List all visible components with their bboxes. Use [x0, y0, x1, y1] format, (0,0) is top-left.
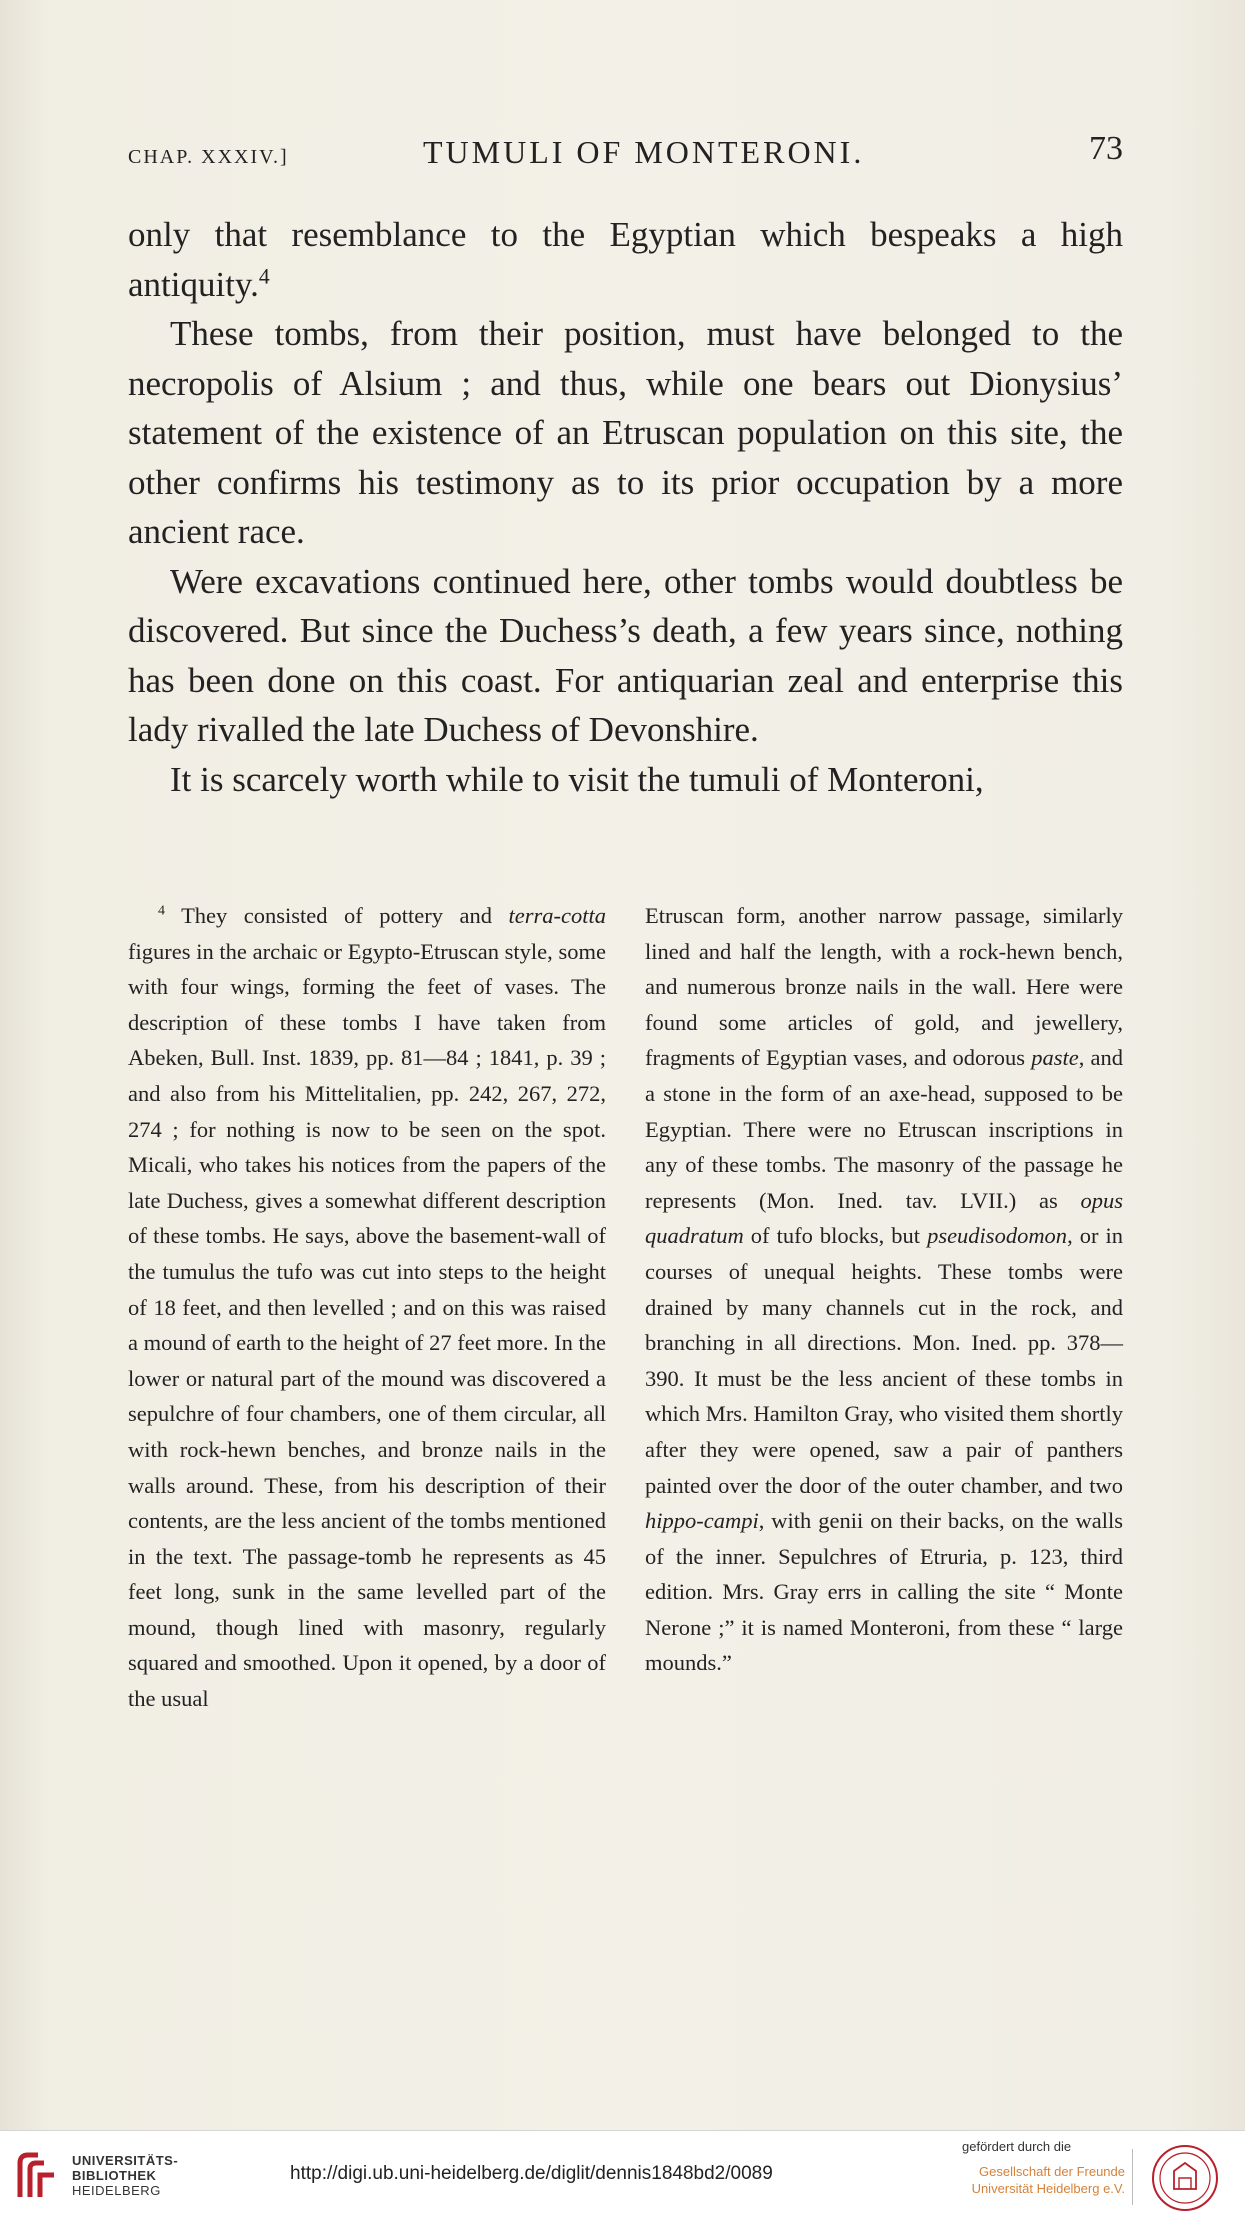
paragraph-2: These tombs, from their position, must have belonged to the necropolis of Alsium ; and thus, while one bears out Dionysius’ statement of the existence of an Etruscan population on this site, the other confirms his testimony as to its prior occupation by a more ancient race.	[128, 314, 1123, 551]
running-header	[128, 130, 1123, 180]
footnote-marker: 4	[158, 903, 165, 919]
university-seal-icon	[1146, 2143, 1224, 2213]
digitization-footer	[0, 2130, 1245, 2221]
footnote-reference: 4	[258, 263, 270, 288]
page-title: TUMULI OF MONTERONI.	[423, 134, 865, 170]
footer-divider	[1132, 2149, 1133, 2205]
footnote-column-right	[645, 898, 1123, 1681]
paragraph-3: Were excavations continued here, other tombs would doubtless be discovered. But since the Duchess’s death, a few years since, nothing has been done on this coast. For antiquarian zeal and enterprise this lady rivalled the late Duchess of Devonshire.	[128, 561, 1123, 749]
library-logo-icon	[14, 2149, 64, 2203]
chapter-label: CHAP. XXXIV.]	[128, 146, 289, 168]
permalink[interactable]: http://digi.ub.uni-heidelberg.de/diglit/dennis1848bd2/0089	[290, 2163, 773, 2184]
society-name: Gesellschaft der Freunde Universität Heidelberg e.V.	[971, 2164, 1125, 2196]
page-number: 73	[1089, 130, 1123, 167]
footnote-text: $^4$ They consisted of pottery and terra-cotta figures in the archaic or Egypto-Etruscan style, some with four wings, forming the feet of vases. The description of these tombs I have taken from Abeken, Bull. Inst. 1839, pp. 81—84 ; 1841, p. 39 ; and also from his Mittelitalien, pp. 242, 267, 272, 274 ; for nothing is now to be seen on the spot. Micali, who takes his notices from the papers of the late Duchess, gives a somewhat different description of these tombs. He says, above the basement-wall of the tumulus the tufo was cut into steps to the height of 18 feet, and then levelled ; and on this was raised a mound of earth to the height of 27 feet more. In the lower or natural part of the mound was discovered a sepulchre of four chambers, one of them circular, all with rock-hewn benches, and bronze nails in the walls around. These, from his description of their contents, are the less ancient of the tombs mentioned in the text. The passage-tomb he represents as 45 feet long, sunk in the same levelled part of the mound, though lined with masonry, regularly squared and smoothed. Upon it opened, by a door of the usual	[128, 903, 606, 1712]
paragraph-1: only that resemblance to the Egyptian which bespeaks a high antiquity.$^4$	[128, 215, 1123, 304]
paragraph-4: It is scarcely worth while to visit the tumuli of Monteroni,	[170, 759, 984, 799]
footnotes	[128, 898, 1123, 1928]
library-name: UNIVERSITÄTS- BIBLIOTHEK HEIDELBERG	[72, 2153, 179, 2198]
funded-by-label: gefördert durch die	[962, 2139, 1072, 2154]
footnote-continuation: Etruscan form, another narrow passage, similarly lined and half the length, with a rock-hewn bench, and numerous bronze nails in the wall. Here were found some articles of gold, and jewellery, fragments of Egyptian vases, and odorous paste, and a stone in the form of an axe-head, supposed to be Egyptian. There were no Etruscan inscriptions in any of these tombs. The masonry of the passage he represents (Mon. Ined. tav. LVII.) as opus quadratum of tufo blocks, but pseudisodomon, or in courses of unequal heights. These tombs were drained by many channels cut in the rock, and branching in all directions. Mon. Ined. pp. 378—390. It must be the less ancient of these tombs in which Mrs. Hamilton Gray, who visited them shortly after they were opened, saw a pair of panthers painted over the door of the outer chamber, and two hippo-campi, with genii on their backs, on the walls of the inner. Sepulchres of Etruria, p. 123, third edition. Mrs. Gray errs in calling the site “ Monte Nerone ;” it is named Monteroni, from these “ large mounds.”	[645, 903, 1124, 1676]
footnote-column-left	[128, 898, 606, 1717]
main-text	[128, 210, 1123, 804]
